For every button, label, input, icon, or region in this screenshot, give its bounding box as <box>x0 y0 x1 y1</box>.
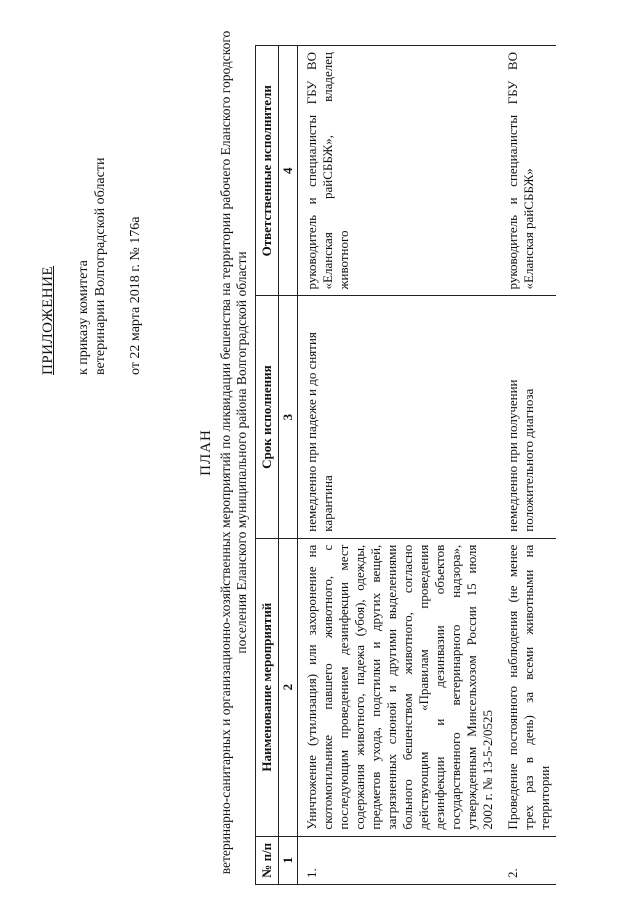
table-row <box>298 46 500 885</box>
header-executors: Ответственные исполнители <box>256 46 279 296</box>
header-number: № п/п <box>256 836 279 884</box>
appendix-title: ПРИЛОЖЕНИЕ <box>40 265 56 375</box>
row-deadline: немедленно при получении положительного диагноза <box>499 296 556 538</box>
row-number: 1. <box>298 836 500 884</box>
plan-subtitle: ветеринарно-санитарных и организационно-хозяйственных мероприятий по ликвидации бешенства на территории рабочего Еланского городского поселения Еланского муниципального района Волгоградской области <box>218 30 249 875</box>
row-executors: руководитель и специалисты ГБУ ВО «Еланская райСББЖ», владелец животного <box>298 46 500 296</box>
row-executors: руководитель и специалисты ГБУ ВО «Еланская райСББЖ» <box>499 46 556 296</box>
column-number: 2 <box>279 538 298 836</box>
row-deadline: немедленно при падеже и до снятия карантина <box>298 296 500 538</box>
appendix-date-line: от 22 марта 2018 г. № 176а <box>128 216 143 375</box>
table-header-row <box>256 46 279 885</box>
row-measure: Уничтожение (утилизация) или захоронение на скотомогильнике павшего животного, с последующим проведением дезинфекции мест содержания животного, падежа (убоя), одежды, предметов ухода, подстилки и других вещей, загрязненных слюной и другими выделениями больного бешенством животного, согласно действующим «Правилам проведения дезинфекции и дезинвазии объектов государственного ветеринарного надзора», утвержденным Минсельхозом России 15 июля 2002 г. № 13-5-2/0525 <box>298 538 500 836</box>
row-number: 2. <box>499 836 556 884</box>
header-deadline: Срок исполнения <box>256 296 279 538</box>
appendix-block <box>40 45 144 375</box>
plan-title: ПЛАН <box>198 429 214 476</box>
appendix-committee-line: ветеринарии Волгоградской области <box>93 157 108 375</box>
appendix-order-line: к приказу комитета <box>76 260 91 375</box>
row-measure: Проведение постоянного наблюдения (не менее трех раз в день) за всеми животными на территории <box>499 538 556 836</box>
column-number: 1 <box>279 836 298 884</box>
column-number: 3 <box>279 296 298 538</box>
column-number-row <box>279 46 298 885</box>
plan-table <box>255 45 556 885</box>
column-number: 4 <box>279 46 298 296</box>
header-measure: Наименование мероприятий <box>256 538 279 836</box>
table-row <box>499 46 556 885</box>
